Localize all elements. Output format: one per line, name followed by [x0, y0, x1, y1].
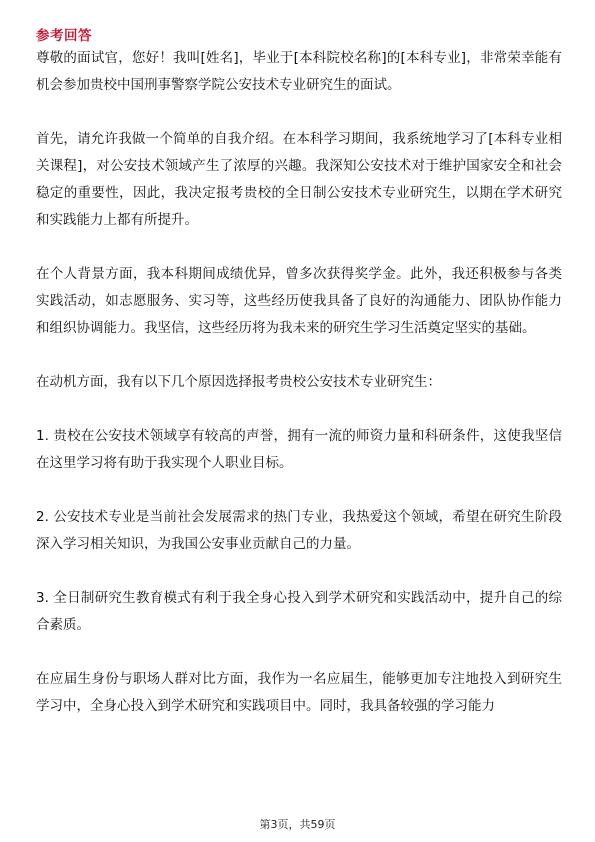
- page-number: 第3页，共59页: [259, 818, 336, 831]
- paragraph-self-intro: 首先，请允许我做一个简单的自我介绍。在本科学习期间，我系统地学习了[本科专业相关课程]，对公安技术领域产生了浓厚的兴趣。我深知公安技术对于维护国家安全和社会稳定的重要性，因此，我决定报考贵校的全日制公安技术专业研究生，以期在学术研究和实践能力上都有所提升。: [36, 131, 562, 228]
- paragraph-motivation: 在动机方面，我有以下几个原因选择报考贵校公安技术专业研究生：: [36, 374, 441, 390]
- paragraph-background: 在个人背景方面，我本科期间成绩优异，曾多次获得奖学金。此外，我还积极参与各类实践活动，如志愿服务、实习等，这些经历使我具备了良好的沟通能力、团队协作能力和组织协调能力。我坚信，这些经历将为我未来的研究生学习生活奠定坚实的基础。: [36, 266, 562, 336]
- paragraph-greeting: 尊敬的面试官，您好！我叫[姓名]，毕业于[本科院校名称]的[本科专业]，非常荣幸能有机会参加贵校中国刑事警察学院公安技术专业研究生的面试。: [36, 50, 562, 93]
- paragraph-comparison: 在应届生身份与职场人群对比方面，我作为一名应届生，能够更加专注地投入到研究生学习中，全身心投入到学术研究和实践项目中。同时，我具备较强的学习能力: [36, 671, 562, 714]
- answer-body: [36, 45, 562, 747]
- paragraph-reason-1: 1. 贵校在公安技术领域享有较高的声誉，拥有一流的师资力量和科研条件，这使我坚信在这里学习将有助于我实现个人职业目标。: [36, 428, 562, 471]
- section-heading: 参考回答: [36, 28, 92, 44]
- paragraph-reason-3: 3. 全日制研究生教育模式有利于我全身心投入到学术研究和实践活动中，提升自己的综合素质。: [36, 590, 562, 633]
- paragraph-reason-2: 2. 公安技术专业是当前社会发展需求的热门专业，我热爱这个领域，希望在研究生阶段深入学习相关知识，为我国公安事业贡献自己的力量。: [36, 509, 562, 552]
